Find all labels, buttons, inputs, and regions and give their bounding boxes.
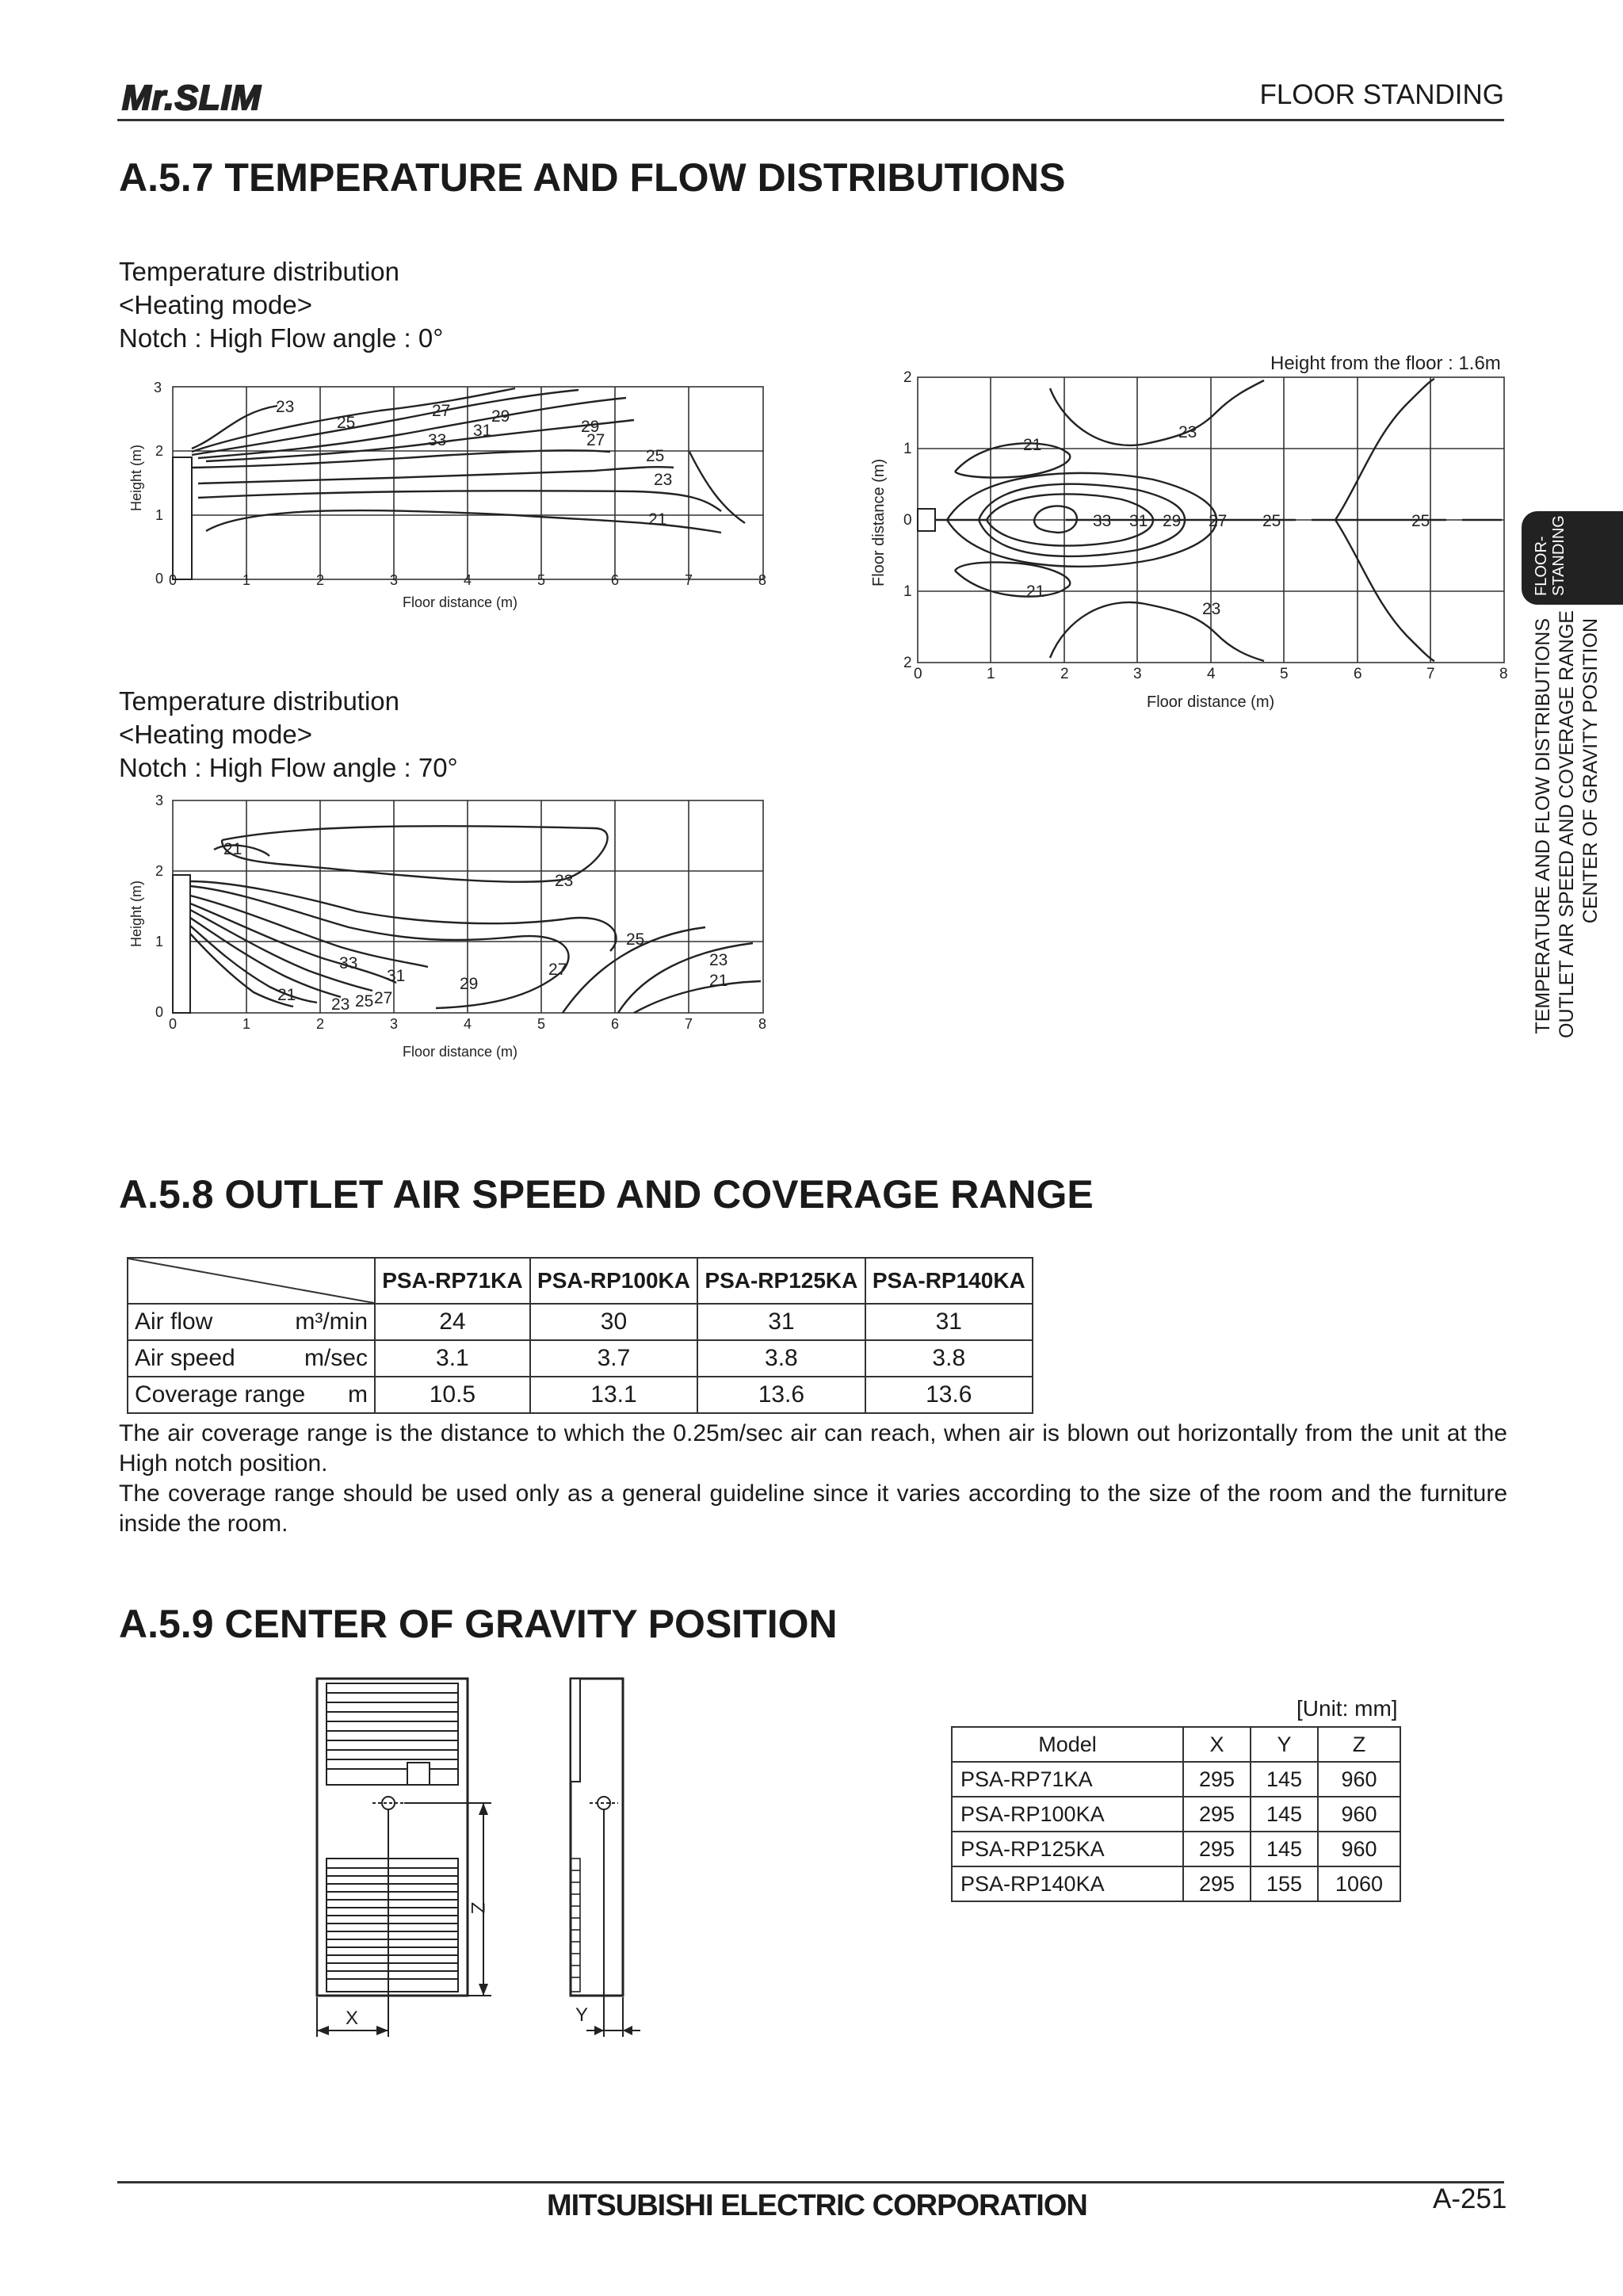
chart2-label-27b: 27 [374,989,393,1007]
chart3-label-33: 33 [1093,512,1112,530]
unit-front-view [309,1672,523,2053]
chart1-xlabel: Floor distance (m) [403,594,518,610]
dim-y-label: Y [575,2004,589,2026]
chart3-xtick-0: 0 [914,666,922,682]
spec-row-airspeed-unit: m/sec [304,1345,368,1371]
chart1-unit-shape [173,457,192,579]
chart-top-view-1-6m [868,349,1518,721]
side-section-line1: TEMPERATURE AND FLOW DISTRIBUTIONS [1532,618,1554,1034]
front-display-panel [407,1763,430,1785]
chart1-grid [173,387,763,579]
spec-coverage-rp140: 13.6 [865,1377,1033,1413]
spec-coverage-rp71: 10.5 [375,1377,530,1413]
chart1-label-33: 33 [428,431,447,449]
side-section-line3: CENTER OF GRAVITY POSITION [1579,618,1602,924]
spec-corner-cell [128,1258,375,1304]
chart3-xtick-2: 2 [1060,666,1069,682]
chart1-xtick-4: 4 [464,572,472,588]
cog-row-rp125 [952,1832,1400,1866]
spec-header-row [128,1258,1033,1304]
chart2-xtick-2: 2 [316,1016,325,1032]
spec-row-airspeed [128,1340,1033,1377]
chart2-label-21b: 21 [277,986,296,1004]
footer-company: MITSUBISHI ELECTRIC CORPORATION [547,2189,1087,2222]
chart1-xtick-2: 2 [316,572,325,588]
brand-logo [120,76,263,117]
chart3-ytick-0: 0 [903,512,912,529]
chart1-label-31: 31 [473,422,492,440]
chart3-ytick-bot1: 1 [903,583,912,600]
chart3-xtick-7: 7 [1426,666,1435,682]
side-section-line2: OUTLET AIR SPEED AND COVERAGE RANGE [1556,610,1578,1038]
spec-row-coverage-unit: m [348,1381,368,1408]
spec-airflow-rp140: 31 [865,1304,1033,1340]
chart3-label-23a: 23 [1178,423,1197,441]
spec-row-coverage-label: Coverage range [135,1381,306,1408]
chart3-xtick-8: 8 [1499,666,1508,682]
cog-rp71-model: PSA-RP71KA [952,1762,1183,1797]
chart1-xtick-1: 1 [242,572,251,588]
chart3-xtick-3: 3 [1133,666,1142,682]
chart3-xtick-4: 4 [1207,666,1216,682]
spec-col-rp140: PSA-RP140KA [865,1258,1033,1304]
cog-col-x: X [1183,1727,1251,1762]
spec-airspeed-rp125: 3.8 [697,1340,865,1377]
spec-airflow-rp71: 24 [375,1304,530,1340]
chart3-xtick-6: 6 [1354,666,1362,682]
chart2-caption-line3: Notch : High Flow angle : 70° [119,753,458,782]
spec-airspeed-rp71: 3.1 [375,1340,530,1377]
chart3-label-25a: 25 [1262,512,1281,530]
chart1-label-27a: 27 [432,402,451,420]
chart3-xtick-5: 5 [1280,666,1289,682]
chart3-label-21b: 21 [1026,583,1045,601]
chart2-label-21a: 21 [223,840,242,858]
cog-rp125-z: 960 [1318,1832,1400,1866]
section-a59-title: A.5.9 CENTER OF GRAVITY POSITION [119,1602,838,1646]
chart3-xtick-1: 1 [987,666,995,682]
cog-rp140-x: 295 [1183,1866,1251,1901]
chart2-label-23b: 23 [331,995,350,1014]
side-tab-text [1533,515,1568,596]
chart-heating-angle-0 [119,372,777,618]
chart1-xtick-5: 5 [537,572,546,588]
spec-airspeed-rp140: 3.8 [865,1340,1033,1377]
cog-row-rp100 [952,1797,1400,1832]
cog-rp100-z: 960 [1318,1797,1400,1832]
spec-col-rp125: PSA-RP125KA [697,1258,865,1304]
section-a58-title: A.5.8 OUTLET AIR SPEED AND COVERAGE RANGE [119,1172,1094,1217]
chart3-label-31: 31 [1129,512,1148,530]
chart3-label-29: 29 [1163,512,1182,530]
spec-coverage-rp100: 13.1 [530,1377,697,1413]
outlet-spec-table [127,1257,1033,1414]
cog-rp125-x: 295 [1183,1832,1251,1866]
cog-rp100-x: 295 [1183,1797,1251,1832]
chart2-label-23c: 23 [709,951,728,969]
chart2-label-27a: 27 [548,961,567,979]
chart2-label-23a: 23 [555,872,574,890]
coverage-note-1: The air coverage range is the distance to which the 0.25m/sec air can reach, when air is blown out horizontally from the unit at the High notch position. [119,1420,1507,1477]
chart1-xtick-3: 3 [390,572,399,588]
chart2-label-25b: 25 [355,992,374,1010]
chart2-xtick-1: 1 [242,1016,251,1032]
chart3-label-25b: 25 [1411,512,1430,530]
chart2-label-31: 31 [387,967,406,985]
spec-row-airflow-label: Air flow [135,1308,213,1335]
chart1-caption-line3: Notch : High Flow angle : 0° [119,323,444,353]
spec-corner-diagonal [128,1259,374,1303]
section-a57-title: A.5.7 TEMPERATURE AND FLOW DISTRIBUTIONS [119,155,1066,200]
chart1-xtick-0: 0 [169,572,178,588]
spec-airflow-rp100: 30 [530,1304,697,1340]
chart3-ytick-top2: 2 [903,369,912,386]
cog-col-z: Z [1318,1727,1400,1762]
spec-row-coverage-label-cell [128,1377,375,1413]
chart2-ytick-3: 3 [155,793,164,808]
unit-side-view [555,1672,658,2053]
chart2-label-21c: 21 [709,972,728,990]
side-tab-line2: STANDING [1550,515,1568,596]
cog-table [951,1726,1401,1902]
chart2-ylabel: Height (m) [128,880,144,947]
spec-col-rp71: PSA-RP71KA [375,1258,530,1304]
chart2-xtick-0: 0 [169,1016,178,1032]
chart2-unit-shape [173,875,190,1013]
chart1-label-23a: 23 [276,398,295,416]
spec-col-rp100: PSA-RP100KA [530,1258,697,1304]
chart2-xtick-3: 3 [390,1016,399,1032]
footer-rule [117,2181,1504,2183]
cog-rp71-z: 960 [1318,1762,1400,1797]
spec-row-airspeed-label: Air speed [135,1345,235,1371]
header-rule [117,119,1504,121]
chart3-label-23b: 23 [1202,600,1221,618]
chart1-ytick-3: 3 [154,380,162,395]
cog-row-rp71 [952,1762,1400,1797]
chart1-label-25a: 25 [337,414,356,432]
chart2-caption-line2: <Heating mode> [119,720,313,749]
dim-z-label: Z [467,1902,488,1914]
chart2-label-25a: 25 [626,930,645,949]
chart1-label-25b: 25 [646,447,665,465]
chart-heating-angle-70 [119,793,777,1070]
chart2-xtick-6: 6 [611,1016,620,1032]
cog-rp100-model: PSA-RP100KA [952,1797,1183,1832]
chart2-xtick-7: 7 [685,1016,693,1032]
chart3-xlabel: Floor distance (m) [1147,693,1275,711]
chart2-ytick-2: 2 [155,863,164,879]
chart1-label-29a: 29 [491,407,510,426]
page-number: A-251 [1433,2183,1507,2214]
cog-col-y: Y [1251,1727,1318,1762]
coverage-note-2: The coverage range should be used only as a general guideline since it varies according to the size of the room and the furniture inside the room. [119,1480,1507,1537]
spec-row-airflow [128,1304,1033,1340]
spec-row-airflow-unit: m³/min [295,1308,368,1335]
spec-row-airflow-label-cell [128,1304,375,1340]
chart1-ytick-2: 2 [155,443,164,459]
chart2-ytick-0: 0 [155,1004,164,1020]
chart3-label-21a: 21 [1023,436,1042,454]
cog-rp125-y: 145 [1251,1832,1318,1866]
chart2-xtick-4: 4 [464,1016,472,1032]
spec-airflow-rp125: 31 [697,1304,865,1340]
cog-rp125-model: PSA-RP125KA [952,1832,1183,1866]
cog-rp71-y: 145 [1251,1762,1318,1797]
chart1-caption [119,255,443,355]
chart3-ytick-top1: 1 [903,441,912,457]
cog-rp100-y: 145 [1251,1797,1318,1832]
chart1-caption-line2: <Heating mode> [119,290,313,319]
spec-airspeed-rp100: 3.7 [530,1340,697,1377]
chart1-label-23b: 23 [654,471,673,489]
cog-rp71-x: 295 [1183,1762,1251,1797]
spec-row-coverage [128,1377,1033,1413]
chart1-label-27b: 27 [586,431,605,449]
chart1-label-21: 21 [648,510,667,529]
chart2-xtick-5: 5 [537,1016,546,1032]
chart1-ytick-1: 1 [155,507,164,523]
chart2-caption-line1: Temperature distribution [119,686,400,716]
chart3-title: Height from the floor : 1.6m [1270,353,1501,374]
side-tab-line1: FLOOR- [1533,536,1550,596]
chart1-ylabel: Height (m) [128,444,144,511]
cog-row-rp140 [952,1866,1400,1901]
chart3-unit-shape [918,509,935,531]
chart2-ytick-1: 1 [155,934,164,949]
header-category: FLOOR STANDING [1259,79,1504,110]
spec-coverage-rp125: 13.6 [697,1377,865,1413]
chart2-caption [119,685,458,785]
side-section-text [1531,610,1602,1038]
cog-unit-label: [Unit: mm] [1296,1696,1398,1721]
chart3-label-27: 27 [1209,512,1228,530]
spec-row-airspeed-label-cell [128,1340,375,1377]
chart3-ytick-bot2: 2 [903,655,912,671]
chart1-ytick-0: 0 [155,571,164,586]
cog-header-row [952,1727,1400,1762]
side-section-labels [1531,610,1623,1110]
chart1-caption-line1: Temperature distribution [119,257,400,286]
chart2-label-33: 33 [339,954,358,972]
chart3-ylabel: Floor distance (m) [870,458,888,586]
chart1-label-29b: 29 [581,418,600,436]
brand-logo-text: Mr.SLIM [122,78,262,117]
chart1-xtick-6: 6 [611,572,620,588]
chart2-xlabel: Floor distance (m) [403,1044,518,1060]
chart2-label-29: 29 [460,975,479,993]
chart2-xtick-8: 8 [758,1016,767,1032]
chart1-xtick-8: 8 [758,572,767,588]
dim-x-label: X [346,2008,359,2029]
cog-col-model: Model [952,1727,1183,1762]
cog-rp140-model: PSA-RP140KA [952,1866,1183,1901]
chart1-xtick-7: 7 [685,572,693,588]
cog-rp140-z: 1060 [1318,1866,1400,1901]
cog-rp140-y: 155 [1251,1866,1318,1901]
